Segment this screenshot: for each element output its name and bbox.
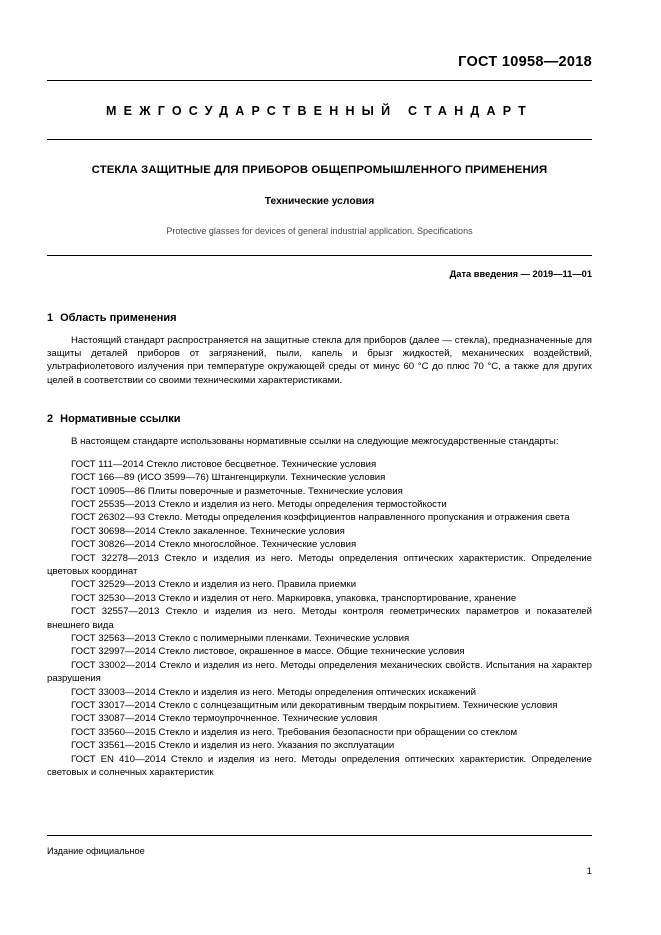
reference-item: ГОСТ 25535—2013 Стекло и изделия из него. Методы определения термостойкости [71, 498, 447, 510]
footer-edition-note: Издание официальное [47, 846, 145, 856]
page-number: 1 [586, 866, 592, 877]
reference-item: ГОСТ 33561—2015 Стекло и изделия из него. Указания по эксплуатации [71, 740, 395, 752]
title-divider-top [47, 139, 592, 140]
section-title-2: Нормативные ссылки [60, 413, 181, 426]
introduction-date: Дата введения — 2019—11—01 [449, 268, 592, 279]
reference-item: ГОСТ 26302—93 Стекло. Методы определения коэффициентов направленного пропускания и отражения света [71, 512, 570, 524]
reference-item: ГОСТ 166—89 (ИСО 3599—76) Штангенциркули. Технические условия [71, 472, 386, 484]
section-heading-1 [47, 312, 592, 324]
section-2-paragraph: В настоящем стандарте использованы нормативные ссылки на следующие межгосударственные стандарты: [71, 436, 559, 448]
title-divider-bottom [47, 255, 592, 256]
reference-item: ГОСТ 32278—2013 Стекло и изделия из него. Методы определения оптических характеристик. Определение цветовых координат [47, 552, 592, 577]
section-title-1: Область применения [60, 311, 177, 324]
reference-item: ГОСТ 32530—2013 Стекло и изделия от него. Маркировка, упаковка, транспортирование, хранение [71, 592, 517, 604]
reference-item: ГОСТ 33003—2014 Стекло и изделия из него. Методы определения оптических искажений [71, 686, 476, 698]
standard-type-heading: МЕЖГОСУДАРСТВЕННЫЙ СТАНДАРТ [106, 104, 533, 118]
document-code: ГОСТ 10958—2018 [458, 54, 592, 70]
reference-item: ГОСТ 33087—2014 Стекло термоупрочненное. Технические условия [71, 713, 378, 725]
section-number-2: 2 [47, 413, 54, 426]
reference-item: ГОСТ EN 410—2014 Стекло и изделия из него. Методы определения оптических характеристик. Определение световых и солнечных характеристик [47, 753, 592, 779]
reference-item: ГОСТ 32563—2013 Стекло с полимерными пленками. Технические условия [71, 632, 410, 644]
reference-item: ГОСТ 30826—2014 Стекло многослойное. Технические условия [71, 539, 357, 551]
document-title-english: Protective glasses for devices of general industrial application. Specifications [166, 225, 473, 236]
reference-item: ГОСТ 33002—2014 Стекло и изделия из него. Методы определения механических свойств. Испытания на характер разрушения [47, 659, 592, 685]
header-divider [47, 80, 592, 81]
reference-item: ГОСТ 111—2014 Стекло листовое бесцветное. Технические условия [71, 458, 377, 470]
reference-item: ГОСТ 32997—2014 Стекло листовое, окрашенное в массе. Общие технические условия [71, 646, 465, 658]
footer-divider [47, 835, 592, 836]
section-number-1: 1 [47, 311, 54, 324]
reference-item: ГОСТ 30698—2014 Стекло закаленное. Технические условия [71, 525, 345, 537]
reference-item: ГОСТ 10905—86 Плиты поверочные и разметочные. Технические условия [71, 485, 403, 497]
reference-item: ГОСТ 33017—2014 Стекло с солнцезащитным или декоративным твердым покрытием. Технические условия [71, 700, 558, 712]
reference-item: ГОСТ 32557—2013 Стекло и изделия из него. Методы контроля геометрических параметров и показателей внешнего вида [47, 606, 592, 631]
reference-item: ГОСТ 33560—2015 Стекло и изделия из него. Требования безопасности при обращении со стеклом [71, 726, 518, 738]
reference-item: ГОСТ 32529—2013 Стекло и изделия из него. Правила приемки [71, 579, 357, 591]
page-content [47, 44, 592, 884]
section-heading-2 [47, 413, 592, 425]
normative-references-list [47, 458, 592, 780]
document-subtitle: Технические условия [264, 195, 375, 207]
document-title: СТЕКЛА ЗАЩИТНЫЕ ДЛЯ ПРИБОРОВ ОБЩЕПРОМЫШЛЕННОГО ПРИМЕНЕНИЯ [91, 164, 548, 176]
section-1-paragraph: Настоящий стандарт распространяется на защитные стекла для приборов (далее — стекла), предназначенные для защиты деталей приборов от загрязнений, пыли, капель и брызг жидкостей, механических воздействий, ультрафиолетового излучения при температуре окружающей среды от минус 60 °С до плюс 70 °С, а также для других целей в соответствии со своими техническими характеристиками. [47, 334, 592, 386]
